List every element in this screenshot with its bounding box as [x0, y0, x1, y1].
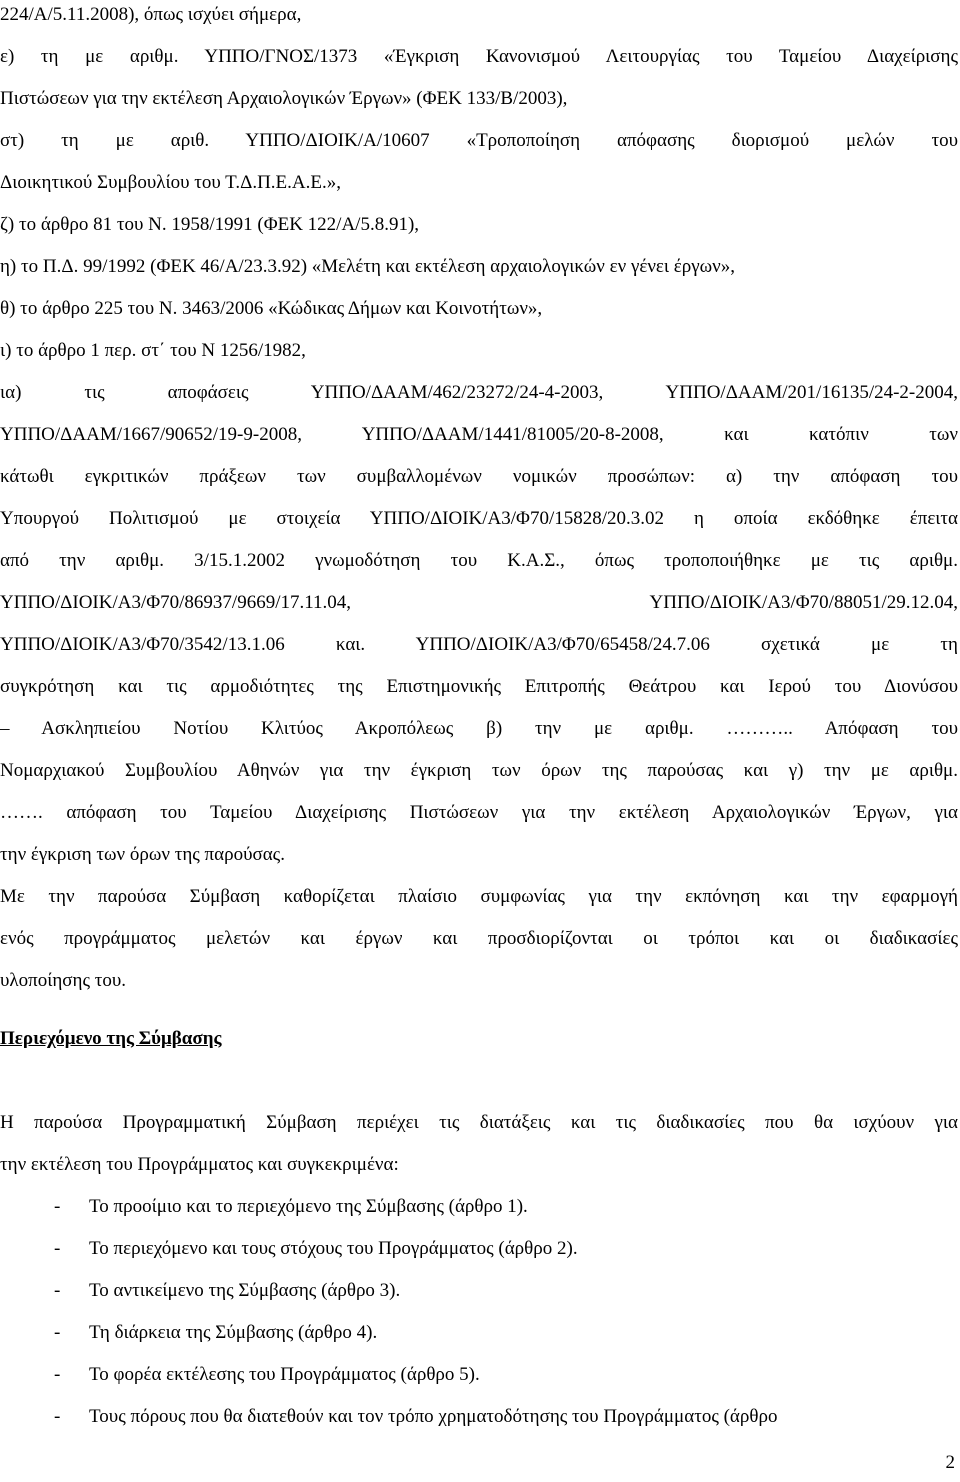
list-item-text: Το φορέα εκτέλεσης του Προγράμματος (άρθρο 5).: [89, 1364, 480, 1385]
text-line: από την αριθμ. 3/15.1.2002 γνωμοδότηση του Κ.Α.Σ., όπως τροποποιήθηκε με τις αριθμ.: [0, 550, 958, 571]
text-line: στ) τη με αριθ. ΥΠΠΟ/ΔΙΟΙΚ/Α/10607 «Τροποποίηση απόφασης διορισμού μελών του: [0, 130, 958, 151]
list-item-text: Τους πόρους που θα διατεθούν και τον τρόπο χρηματοδότησης του Προγράμματος (άρθρο: [89, 1406, 778, 1427]
text-line: κάτωθι εγκριτικών πράξεων των συμβαλλομένων νομικών προσώπων: α) την απόφαση του: [0, 466, 958, 487]
intro-line: Η παρούσα Προγραμματική Σύμβαση περιέχει τις διατάξεις και τις διαδικασίες που θα ισχύουν για: [0, 1112, 958, 1133]
intro-line: την εκτέλεση του Προγράμματος και συγκεκριμένα:: [0, 1154, 399, 1175]
list-item-text: Το προοίμιο και το περιεχόμενο της Σύμβασης (άρθρο 1).: [89, 1196, 528, 1217]
text-line: 224/Α/5.11.2008), όπως ισχύει σήμερα,: [0, 4, 302, 25]
text-line: ια) τις αποφάσεις ΥΠΠΟ/ΔΑΑΜ/462/23272/24-4-2003, ΥΠΠΟ/ΔΑΑΜ/201/16135/24-2-2004,: [0, 382, 958, 403]
text-line: ΥΠΠΟ/ΔΙΟΙΚ/Α3/Φ70/86937/9669/17.11.04, ΥΠΠΟ/ΔΙΟΙΚ/Α3/Φ70/88051/29.12.04,: [0, 592, 958, 613]
text-line: ……. απόφαση του Ταμείου Διαχείρισης Πιστώσεων για την εκτέλεση Αρχαιολογικών Έργων, για: [0, 802, 958, 823]
text-line: Με την παρούσα Σύμβαση καθορίζεται πλαίσιο συμφωνίας για την εκπόνηση και την εφαρμογή: [0, 886, 958, 907]
text-line: ζ) το άρθρο 81 του Ν. 1958/1991 (ΦΕΚ 122/Α/5.8.91),: [0, 214, 420, 235]
text-line: ΥΠΠΟ/ΔΙΟΙΚ/Α3/Φ70/3542/13.1.06 και. ΥΠΠΟ/ΔΙΟΙΚ/Α3/Φ70/65458/24.7.06 σχετικά με τη: [0, 634, 958, 655]
text-line: συγκρότηση και τις αρμοδιότητες της Επιστημονικής Επιτροπής Θεάτρου και Ιερού του Διονύσου: [0, 676, 958, 697]
list-dash: -: [54, 1364, 61, 1385]
text-line: Νομαρχιακού Συμβουλίου Αθηνών για την έγκριση των όρων της παρούσας και γ) την με αριθμ.: [0, 760, 958, 781]
page-number: 2: [945, 1452, 955, 1473]
list-dash: -: [54, 1406, 61, 1427]
text-line: υλοποίησης του.: [0, 970, 127, 991]
list-dash: -: [54, 1238, 61, 1259]
text-line: ι) το άρθρο 1 περ. στ΄ του Ν 1256/1982,: [0, 340, 306, 361]
text-line: – Ασκληπιείου Νοτίου Κλιτύος Ακροπόλεως β) την με αριθμ. ……….. Απόφαση του: [0, 718, 958, 739]
section-heading: Περιεχόμενο της Σύμβασης: [0, 1028, 222, 1049]
text-line: θ) το άρθρο 225 του Ν. 3463/2006 «Κώδικας Δήμων και Κοινοτήτων»,: [0, 298, 543, 319]
text-line: ενός προγράμματος μελετών και έργων και προσδιορίζονται οι τρόποι και οι διαδικασίες: [0, 928, 958, 949]
text-line: η) το Π.Δ. 99/1992 (ΦΕΚ 46/Α/23.3.92) «Μελέτη και εκτέλεση αρχαιολογικών εν γένει έργων»,: [0, 256, 735, 277]
text-line: ΥΠΠΟ/ΔΑΑΜ/1667/90652/19-9-2008, ΥΠΠΟ/ΔΑΑΜ/1441/81005/20-8-2008, και κατόπιν των: [0, 424, 958, 445]
list-dash: -: [54, 1322, 61, 1343]
text-line: Πιστώσεων για την εκτέλεση Αρχαιολογικών Έργων» (ΦΕΚ 133/Β/2003),: [0, 88, 568, 109]
text-line: Διοικητικού Συμβουλίου του Τ.Δ.Π.Ε.Α.Ε.»,: [0, 172, 341, 193]
text-line: Υπουργού Πολιτισμού με στοιχεία ΥΠΠΟ/ΔΙΟΙΚ/Α3/Φ70/15828/20.3.02 η οποία εκδόθηκε έπειτα: [0, 508, 958, 529]
list-dash: -: [54, 1196, 61, 1217]
list-item-text: Το αντικείμενο της Σύμβασης (άρθρο 3).: [89, 1280, 401, 1301]
list-dash: -: [54, 1280, 61, 1301]
list-item-text: Τη διάρκεια της Σύμβασης (άρθρο 4).: [89, 1322, 378, 1343]
text-line: ε) τη με αριθμ. ΥΠΠΟ/ΓΝΟΣ/1373 «Έγκριση Κανονισμού Λειτουργίας του Ταμείου Διαχείρισης: [0, 46, 958, 67]
text-line: την έγκριση των όρων της παρούσας.: [0, 844, 285, 865]
list-item-text: Το περιεχόμενο και τους στόχους του Προγράμματος (άρθρο 2).: [89, 1238, 578, 1259]
